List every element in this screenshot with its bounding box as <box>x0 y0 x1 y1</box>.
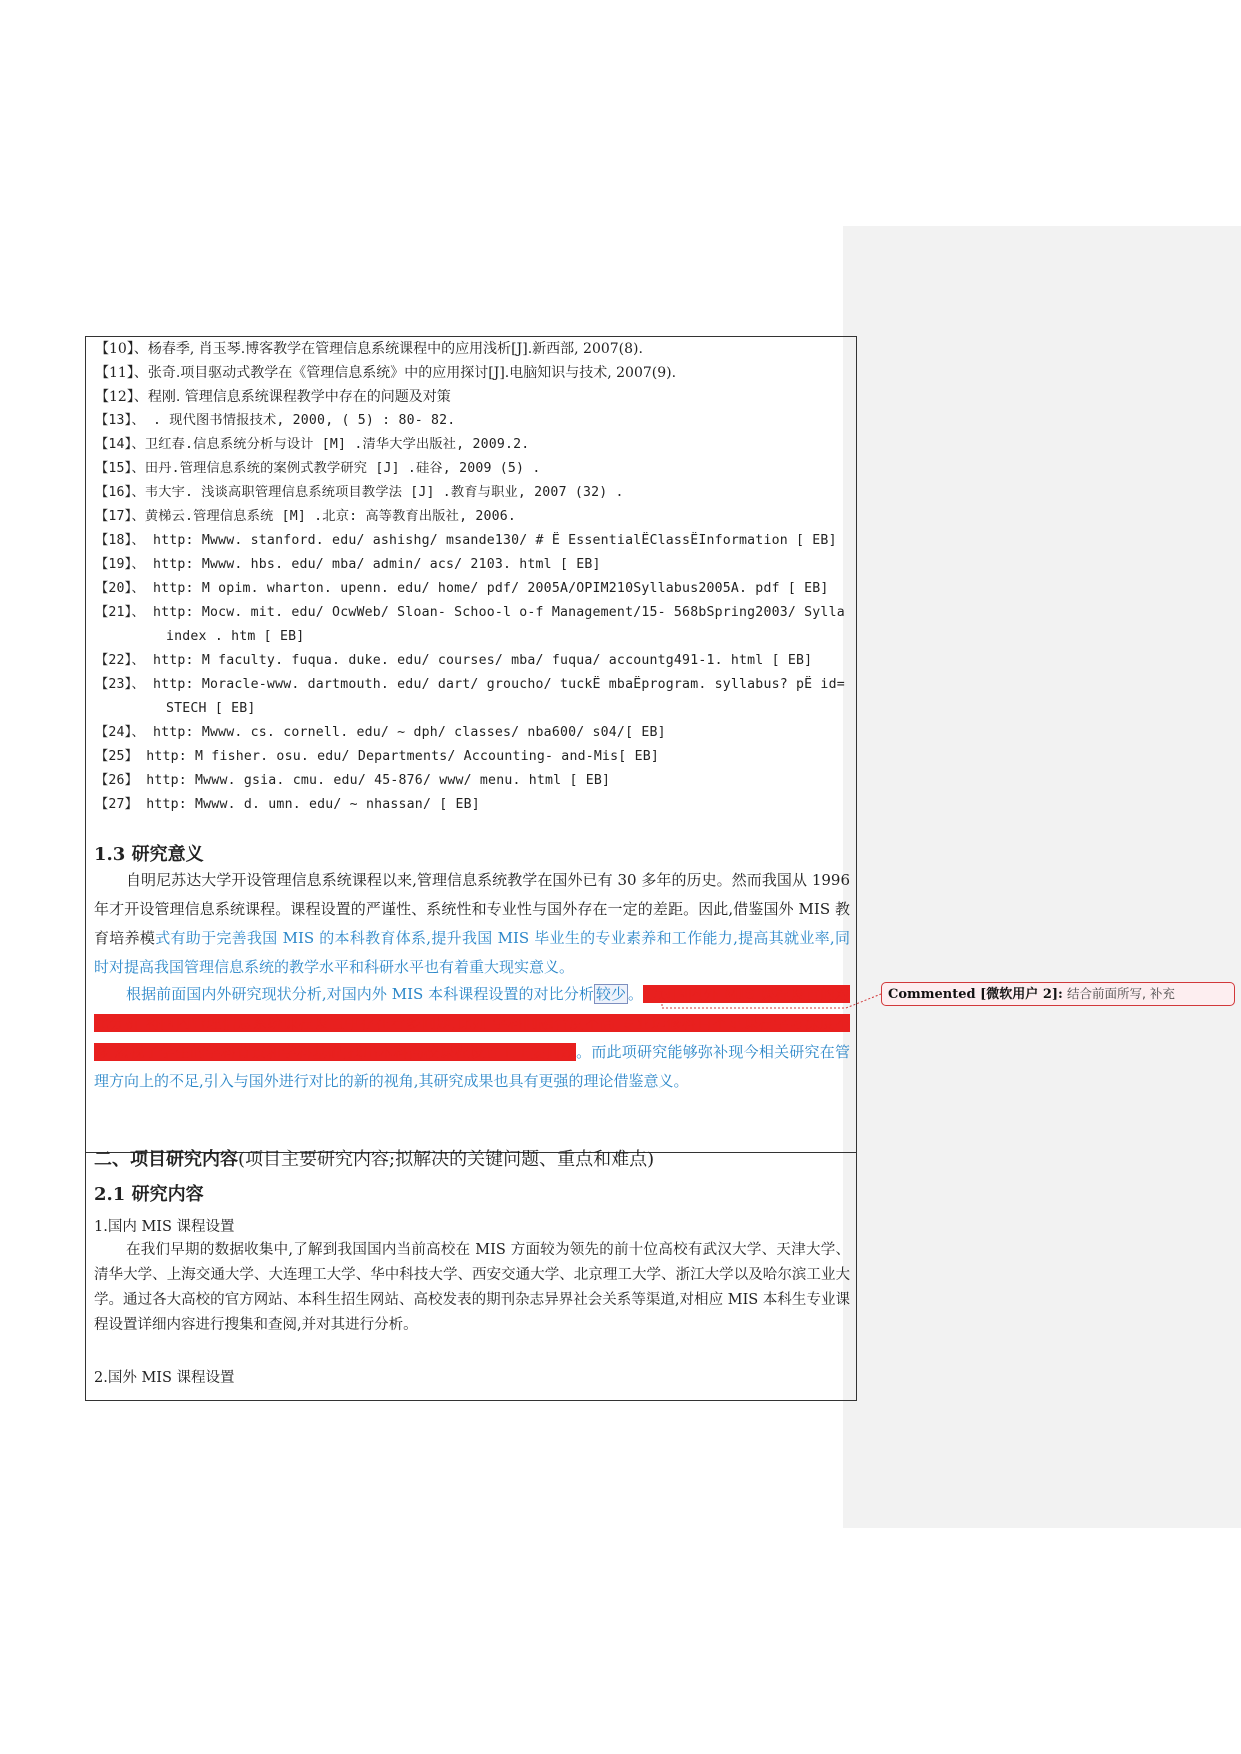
commented-text-anchor[interactable]: 较少 <box>595 985 627 1003</box>
comment-text: 结合前面所写, 补充 <box>1066 986 1175 1001</box>
reference-item: 【14】、卫红春.信息系统分析与设计 [M] .清华大学出版社, 2009.2. <box>95 437 530 452</box>
section-heading-2-1: 2.1 研究内容 <box>94 1184 204 1205</box>
item-title-domestic: 1.国内 MIS 课程设置 <box>94 1219 235 1235</box>
paragraph-significance-1 <box>94 866 850 982</box>
reference-item: 【24】、 http: Mwww. cs. cornell. edu/ ~ dph/ classes/ nba600/ s04/[ EB] <box>95 725 666 740</box>
reference-item: 【16】、韦大宇. 浅谈高职管理信息系统项目教学法 [J] .教育与职业, 2007 (32) . <box>95 485 624 500</box>
reference-item: 【10】、杨春季, 肖玉琴.博客教学在管理信息系统课程中的应用浅析[J].新西部, 2007(8). <box>95 341 643 357</box>
comment-balloon[interactable] <box>881 982 1235 1006</box>
reference-item: 【27】 http: Mwww. d. umn. edu/ ~ nhassan/ [ EB] <box>95 797 480 812</box>
reference-item: 【15】、田丹.管理信息系统的案例式教学研究 [J] .硅谷, 2009 (5) . <box>95 461 541 476</box>
para-punct: 。 <box>628 985 644 1003</box>
reference-item: 【12】、程刚. 管理信息系统课程教学中存在的问题及对策 <box>95 389 451 405</box>
para-text-revised: 。而此项研究能够弥补现今相关研究在管理方向上的不足,引入与国外进行对比的新的视角,其研究成果也具有更强的理论借鉴意义。 <box>94 1043 850 1090</box>
paragraph-significance-2 <box>94 980 850 1096</box>
para-text-revised: 根据前面国内外研究现状分析,对国内外 MIS 本科课程设置的对比分析 <box>126 985 594 1003</box>
reference-item: 【11】、张奇.项目驱动式教学在《管理信息系统》中的应用探讨[J].电脑知识与技术, 2007(9). <box>95 365 677 381</box>
section-heading-1-3: 1.3 研究意义 <box>94 844 204 865</box>
reference-item: 【19】、 http: Mwww. hbs. edu/ mba/ admin/ acs/ 2103. html [ EB] <box>95 557 601 572</box>
reference-item: 【18】、 http: Mwww. stanford. edu/ ashishg/ msande130/ # Ë EssentialËClassËInformation [ EB] <box>95 533 837 548</box>
highlighted-text-red: 通过国内外 MIS 课程设置的对比分析,将国内管理信息系统课程设置中存在着多问题,比如,学科间融合度不高,专业选修科目不足课程学习深度不够,忽视了学生的学科背景和学科基础,找出本科高校课程设置上主要问题 <box>94 985 850 1061</box>
section-heading-2-title: 二、项目研究内容 <box>94 1149 238 1170</box>
reference-item: 【20】、 http: M opim. wharton. upenn. edu/ home/ pdf/ 2005A/OPIM210Syllabus2005A. pdf [ EB] <box>95 581 829 596</box>
item-title-foreign: 2.国外 MIS 课程设置 <box>94 1370 235 1386</box>
reference-item: 【22】、 http: M faculty. fuqua. duke. edu/ courses/ mba/ fuqua/ accountg491-1. html [ EB] <box>95 653 813 668</box>
para-text-revised: 式有助于完善我国 MIS 的本科教育体系,提升我国 MIS 毕业生的专业素养和工作能力,提高其就业率,同时对提高我国管理信息系统的教学水平和科研水平也有着重大现实意义。 <box>94 929 850 976</box>
comment-label: Commented [微软用户 2]: <box>888 987 1063 1002</box>
paragraph-domestic-courses: 在我们早期的数据收集中,了解到我国国内当前高校在 MIS 方面较为领先的前十位高校有武汉大学、天津大学、清华大学、上海交通大学、大连理工大学、华中科技大学、西安交通大学、北京理工大学、浙江大学以及哈尔滨工业大学。通过各大高校的官方网站、本科生招生网站、高校发表的期刊杂志异界社会关系等渠道,对相应 MIS 本科生专业课程设置详细内容进行搜集和查阅,并对其进行分析。 <box>94 1242 850 1333</box>
reference-item-continuation: STECH [ EB] <box>166 701 256 716</box>
section-heading-2 <box>94 1145 654 1171</box>
para-text-black: 自明尼苏达大学开设管理信息系统课程以来,管理信息系统教学在国外已有 30 多年的历史。然而我国从 1996 年才开设管理信息系统课程。课程设置的严谨性、系统性和专业性与国外存在一定的差距。因此,借鉴国外 MIS 教育培养模 <box>94 871 850 947</box>
comment-pane <box>843 226 1241 1528</box>
reference-item: 【21】、 http: Mocw. mit. edu/ OcwWeb/ Sloan- Schoo-l o-f Management/15- 568bSpring2003/ Sylla <box>95 605 845 620</box>
reference-item-continuation: index . htm [ EB] <box>166 629 305 644</box>
reference-item: 【25】 http: M fisher. osu. edu/ Departments/ Accounting- and-Mis[ EB] <box>95 749 659 764</box>
section-heading-2-subtitle: (项目主要研究内容;拟解决的关键问题、重点和难点) <box>238 1149 655 1170</box>
reference-item: 【13】、 . 现代图书情报技术, 2000, ( 5) : 80- 82. <box>95 413 456 428</box>
reference-item: 【26】 http: Mwww. gsia. cmu. edu/ 45-876/ www/ menu. html [ EB] <box>95 773 611 788</box>
reference-item: 【23】、 http: Moracle-www. dartmouth. edu/ dart/ groucho/ tuckË mbaËprogram. syllabus? pË id= <box>95 677 845 692</box>
reference-item: 【17】、黄梯云.管理信息系统 [M] .北京: 高等教育出版社, 2006. <box>95 509 517 524</box>
